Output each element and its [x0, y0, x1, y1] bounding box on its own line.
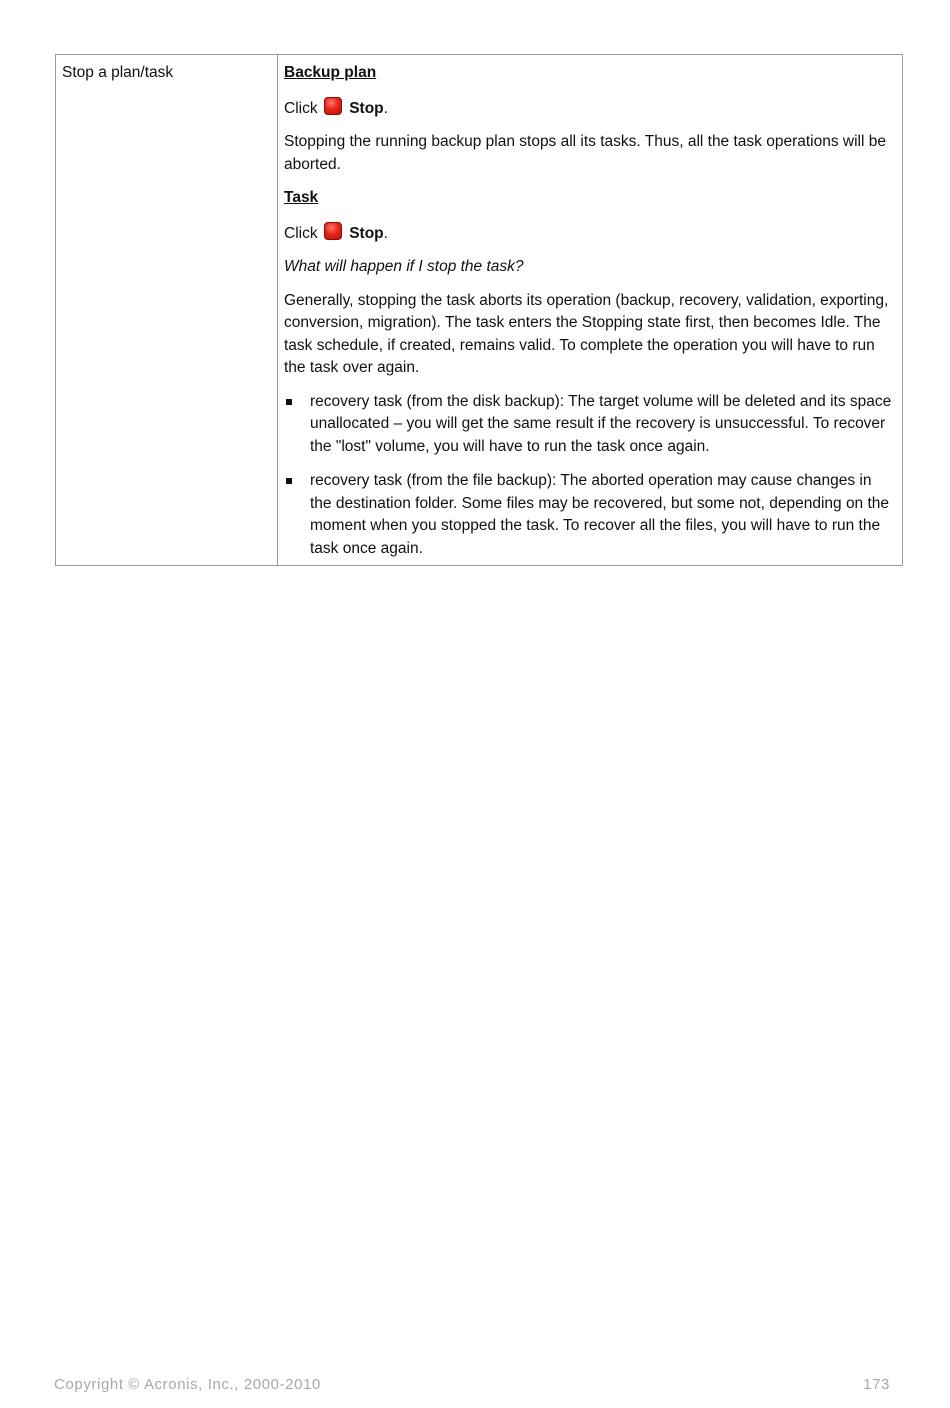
task-heading: Task [284, 189, 319, 206]
table-row [56, 55, 903, 566]
square-bullet-icon [286, 399, 292, 405]
square-bullet-icon [286, 478, 292, 484]
stop-label: Stop [349, 224, 384, 242]
task-click-instruction [284, 222, 894, 246]
backup-plan-heading: Backup plan [284, 64, 377, 81]
stop-label: Stop [349, 99, 384, 117]
backup-plan-description: Stopping the running backup plan stops all its tasks. Thus, all the task operations will be aborted. [284, 133, 886, 173]
list-item-text: recovery task (from the file backup): The aborted operation may cause changes in the destination folder. Some files may be recovered, but some not, depending on the moment when you stopped the task. To recover all the files, you will have to run the task once again. [310, 472, 890, 557]
click-suffix: . [383, 99, 388, 117]
stop-icon [324, 222, 342, 240]
footer-copyright: Copyright © Acronis, Inc., 2000-2010 [54, 1376, 321, 1393]
description-cell [278, 55, 903, 566]
stop-plan-task-table [55, 54, 903, 566]
click-suffix: . [383, 224, 388, 242]
action-label: Stop a plan/task [62, 64, 174, 81]
task-bullet-list [284, 391, 894, 561]
list-item [284, 470, 894, 560]
click-prefix: Click [284, 224, 318, 242]
action-cell [56, 55, 278, 566]
footer-page-number: 173 [863, 1376, 890, 1393]
stop-icon [324, 97, 342, 115]
list-item-text: recovery task (from the disk backup): The target volume will be deleted and its space unallocated – you will get the same result if the recovery is unsuccessful. To recover the "lost" volume, you will have to run the task once again. [310, 392, 892, 455]
backup-plan-click-instruction [284, 97, 894, 121]
click-prefix: Click [284, 99, 318, 117]
task-description: Generally, stopping the task aborts its operation (backup, recovery, validation, exporting, conversion, migration). The task enters the Stopping state first, then becomes Idle. The task schedule, if created, remains valid. To complete the operation you will have to run the task over again. [284, 291, 889, 376]
task-question: What will happen if I stop the task? [284, 258, 524, 275]
list-item [284, 391, 894, 459]
